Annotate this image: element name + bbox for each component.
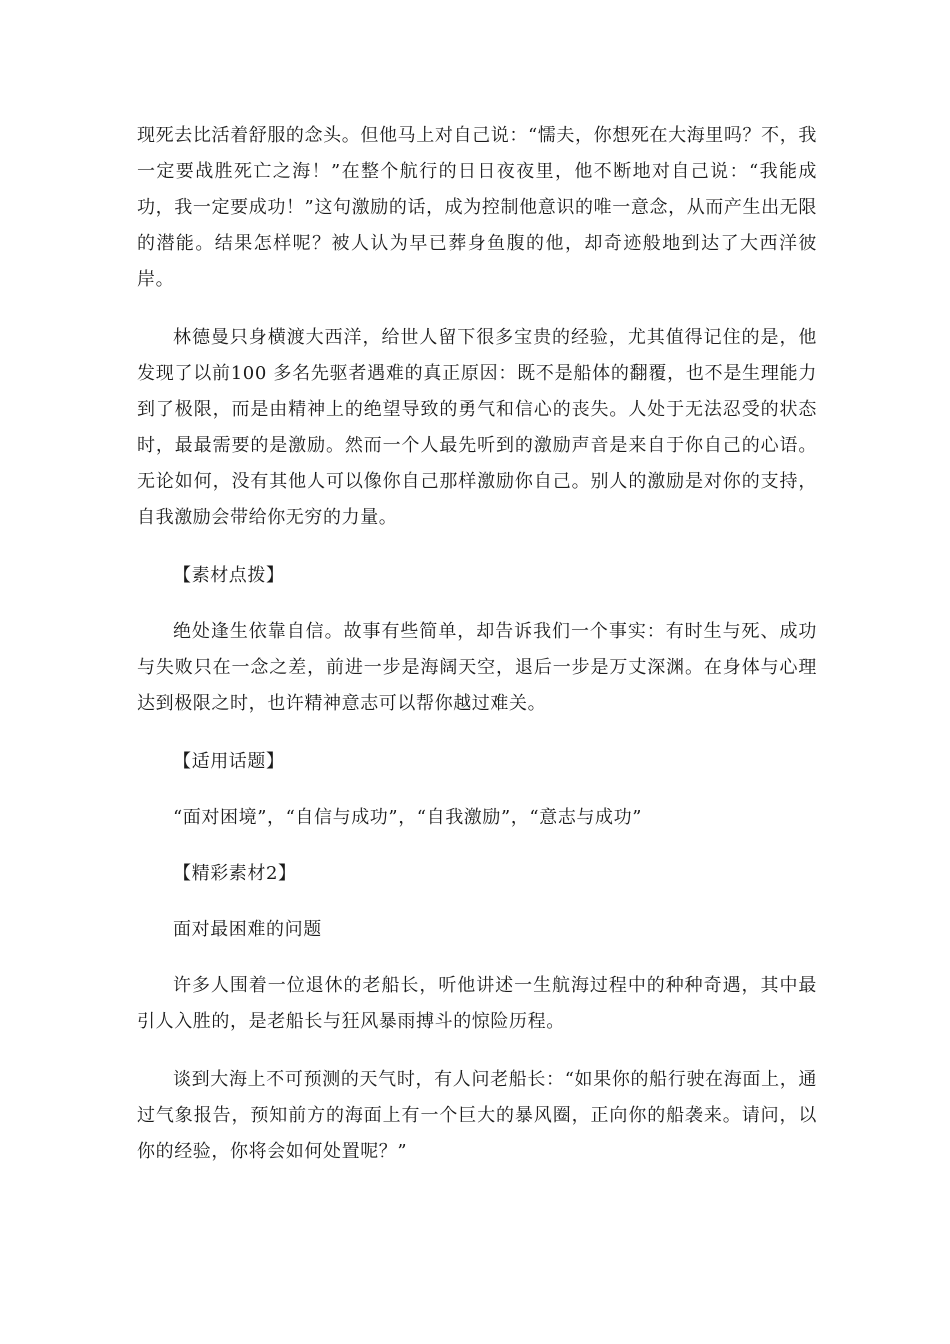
section-heading-featured-material-2: 【精彩素材2】 bbox=[173, 863, 297, 884]
section-heading-applicable-topics: 【适用话题】 bbox=[173, 751, 285, 772]
paragraph-story-continued: 现死去比活着舒服的念头。但他马上对自己说：“懦夫，你想死在大海里吗？不，我一定要战胜死亡之海！”在整个航行的日日夜夜里，他不断地对自己说：“我能成功，我一定要成功！”这句激励的话，成为控制他意识的唯一意念，从而产生出无限的潜能。结果怎样呢？被人认为早已葬身鱼腹的他，却奇迹般地到达了大西洋彼岸。 bbox=[137, 125, 817, 290]
story-title: 面对最困难的问题 bbox=[173, 919, 322, 940]
paragraph-storm-question: 谈到大海上不可预测的天气时，有人问老船长：“如果你的船行驶在海面上，通过气象报告，预知前方的海面上有一个巨大的暴风圈，正向你的船袭来。请问，以你的经验，你将会如何处置呢？” bbox=[137, 1069, 817, 1162]
paragraph-material-tips: 绝处逢生依靠自信。故事有些简单，却告诉我们一个事实：有时生与死、成功与失败只在一念之差，前进一步是海阔天空，退后一步是万丈深渊。在身体与心理达到极限之时，也许精神意志可以帮你越过难关。 bbox=[137, 621, 817, 714]
paragraph-applicable-topics: “面对困境”，“自信与成功”，“自我激励”，“意志与成功” bbox=[173, 807, 643, 828]
section-heading-material-tips: 【素材点拨】 bbox=[173, 565, 285, 586]
paragraph-lindemann-lesson: 林德曼只身横渡大西洋，给世人留下很多宝贵的经验，尤其值得记住的是，他发现了以前100 多名先驱者遇难的真正原因：既不是船体的翻覆，也不是生理能力到了极限，而是由精神上的绝望导致的勇气和信心的丧失。人处于无法忍受的状态时，最最需要的是激励。然而一个人最先听到的激励声音是来自于你自己的心语。无论如何，没有其他人可以像你自己那样激励你自己。别人的激励是对你的支持，自我激励会带给你无穷的力量。 bbox=[137, 327, 817, 528]
document-body bbox=[137, 118, 817, 1170]
paragraph-old-captain: 许多人围着一位退休的老船长，听他讲述一生航海过程中的种种奇遇，其中最引人入胜的，是老船长与狂风暴雨搏斗的惊险历程。 bbox=[137, 975, 817, 1032]
